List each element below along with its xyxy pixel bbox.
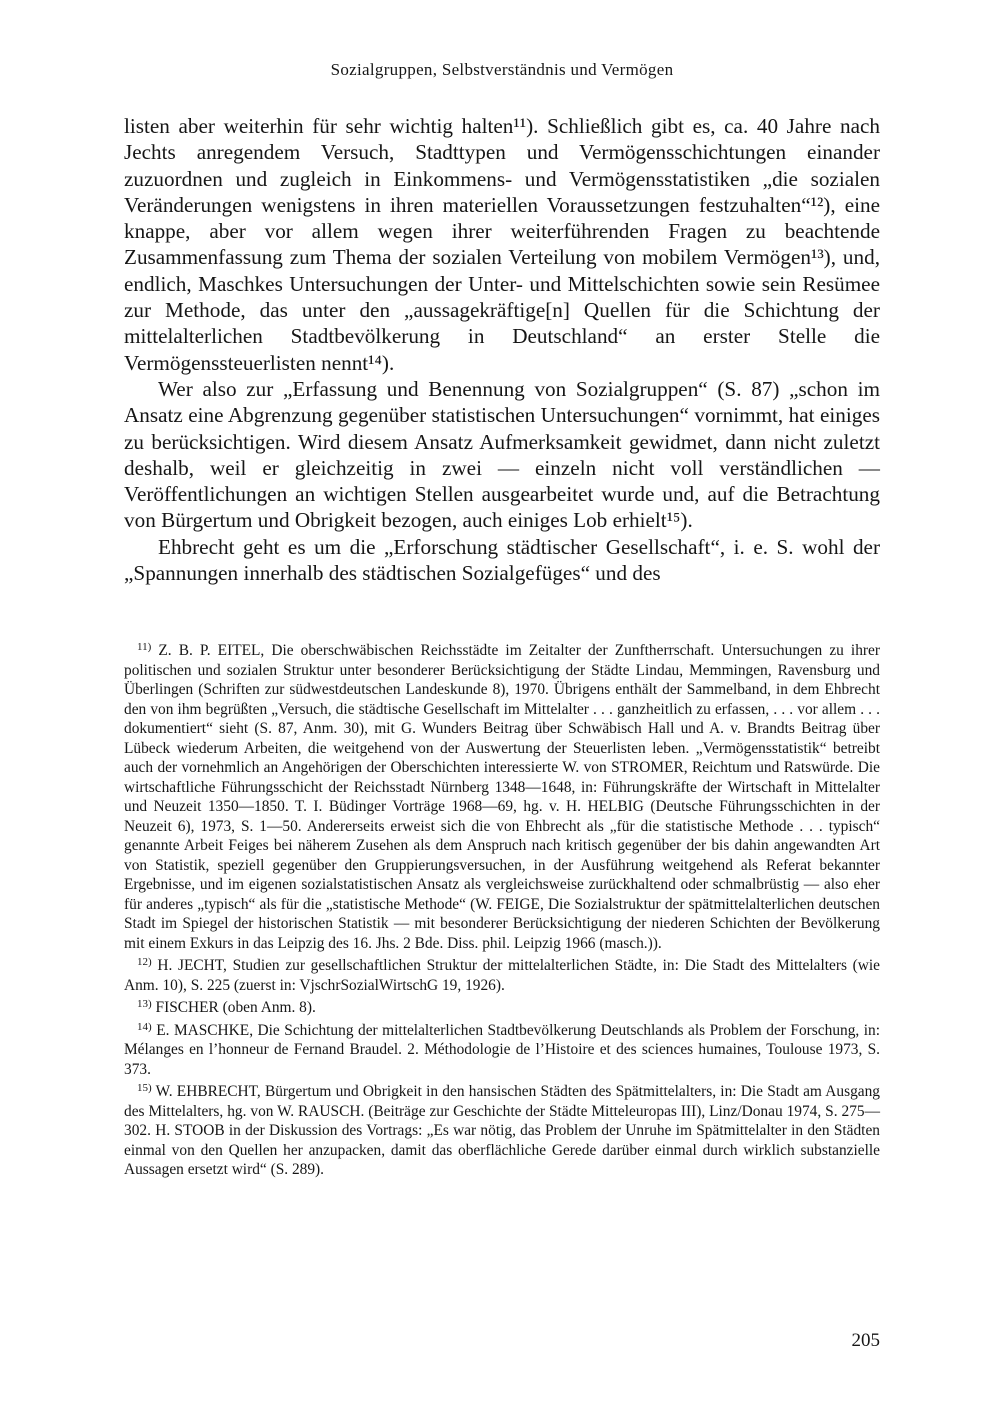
footnote-text: W. EHBRECHT, Bürgertum und Obrigkeit in den hansischen Städten des Spätmittelalters, in: Die Stadt am Ausgang des Mittelalters, hg. von W. RAUSCH. (Beiträge zur Geschichte der Städte Mitteleuropas III), Linz/Donau 1974, S. 275—302. H. STOOB in der Diskussion des Vortrags: „Es war nötig, das Problem der Unruhe im Spätmittelalter in den Städten einmal von den Quellen her anzupacken, damit das oberflächliche Gerede darüber einmal durch wirklich substanzielle Aussagen ersetzt wird“ (S. 289). bbox=[124, 1083, 880, 1178]
paragraph: Ehbrecht geht es um die „Erforschung städtischer Gesellschaft“, i. e. S. wohl der „Spannungen innerhalb des städtischen Sozialgefüges“ und des bbox=[124, 534, 880, 586]
running-head: Sozialgruppen, Selbstverständnis und Vermögen bbox=[330, 60, 674, 79]
paragraph: Wer also zur „Erfassung und Benennung von Sozialgruppen“ (S. 87) „schon im Ansatz eine Abgrenzung gegenüber statistischen Untersuchungen“ vornimmt, hat einiges zu berücksichtigen. Wird diesem Ansatz Aufmerksamkeit gewidmet, dann nicht zuletzt deshalb, weil er gleichzeitig in zwei — einzeln nicht voll verständlichen — Veröffentlichungen an wichtigen Stellen ausgearbeitet wurde und, auf die Betrachtung von Bürgertum und Obrigkeit bezogen, auch einiges Lob erhielt¹⁵). bbox=[124, 376, 880, 533]
footnotes bbox=[124, 638, 880, 1180]
footnote bbox=[124, 638, 880, 953]
footnote-number: 12) bbox=[137, 956, 152, 968]
paragraph: listen aber weiterhin für sehr wichtig halten¹¹). Schließlich gibt es, ca. 40 Jahre nach Jechts anregendem Versuch, Stadttypen und Vermögensschichtungen einander zuzuordnen und zugleich in Einkommens- und Vermögensstatistiken „die sozialen Veränderungen wenigstens in ihren materiellen Voraussetzungen festzuhalten“¹²), eine knappe, aber vor allem wegen ihrer weiterführenden Fragen zu beachtende Zusammenfassung zum Thema der sozialen Verteilung von mobilem Vermögen¹³), und, endlich, Maschkes Untersuchungen der Unter- und Mittelschichten sowie sein Resümee zur Methode, das unter den „aussagekräftige[n] Quellen für die Schichtung der mittelalterlichen Stadtbevölkerung in Deutschland“ an erster Stelle die Vermögenssteuerlisten nennt¹⁴). bbox=[124, 114, 880, 375]
footnote bbox=[124, 953, 880, 995]
footnote-text: H. JECHT, Studien zur gesellschaftlichen Struktur der mittelalterlichen Städte, in: Die Stadt des Mittelalters (wie Anm. 10), S. 225 (zuerst in: VjschrSozialWirtschG 19, 1926). bbox=[124, 957, 880, 994]
main-text bbox=[124, 113, 880, 586]
footnote bbox=[124, 1079, 880, 1180]
footnote-number: 11) bbox=[137, 641, 152, 653]
footnote-number: 13) bbox=[137, 998, 152, 1010]
footnote bbox=[124, 995, 880, 1018]
footnote-text: FISCHER (oben Anm. 8). bbox=[155, 999, 316, 1016]
footnote-number: 14) bbox=[137, 1020, 152, 1033]
footnote bbox=[124, 1018, 880, 1080]
footnote-text: E. MASCHKE, Die Schichtung der mittelalterlichen Stadtbevölkerung Deutschlands als Problem der Forschung, in: Mélanges en l’honneur de Fernand Braudel. 2. Méthodologie de l’Histoire et des sciences humaines, Toulouse 1973, S. 373. bbox=[124, 1021, 880, 1078]
footnote-number: 15) bbox=[137, 1082, 152, 1094]
page-number: 205 bbox=[851, 1330, 880, 1351]
footnote-text: Z. B. P. EITEL, Die oberschwäbischen Reichsstädte im Zeitalter der Zunftherrschaft. Untersuchungen zu ihrer politischen und sozialen Struktur unter besonderer Berücksichtigung der Städte Lindau, Memmingen, Ravensburg und Überlingen (Schriften zur südwestdeutschen Landeskunde 8), 1970. Übrigens enthält der Sammelband, in dem Ehbrecht den von ihm begrüßten „Versuch, die städtische Gesellschaft im Mittelalter . . . ganzheitlich zu erfassen, . . . vor allem . . . dokumentiert“ sieht (S. 87, Anm. 30), mit G. Wunders Beitrag über Schwäbisch Hall und A. v. Brandts Beitrag über Lübeck wiederum Arbeiten, die weitgehend von der Auswertung der Steuerlisten leben. „Vermögensstatistik“ betreibt auch der vornehmlich an Angehörigen der Oberschichten interessierte W. von STROMER, Reichtum und Ratswürde. Die wirtschaftliche Führungsschicht der Reichsstadt Nürnberg 1348—1648, in: Führungskräfte der Wirtschaft in Mittelalter und Neuzeit 1350—1850. T. I. Büdinger Vorträge 1968—69, hg. v. H. HELBIG (Deutsche Führungsschichten in der Neuzeit 6), 1973, S. 1—50. Andererseits erweist sich die von Ehbrecht als „für die statistische Methode . . . typisch“ genannte Arbeit Feiges bei näherem Zusehen als dem Anspruch nach kritisch gegenüber der bis dahin angewandten Art von Statistik, speziell gegenüber den Gruppierungsversuchen, in der Ausführung weitgehend als Referat bekannter Ergebnisse, und im eigenen sozialstatistischen Ansatz als vergleichsweise zurückhaltend oder schmalbrüstig — also eher für anderes „typisch“ als für die „statistische Methode“ (W. FEIGE, Die Sozialstruktur der spätmittelalterlichen deutschen Stadt im Spiegel der historischen Statistik — mit besonderer Berücksichtigung der niederen Schichten der Bevölkerung mit einem Exkurs in das Leipzig des 16. Jhs. 2 Bde. Diss. phil. Leipzig 1966 (masch.)). bbox=[124, 642, 880, 952]
